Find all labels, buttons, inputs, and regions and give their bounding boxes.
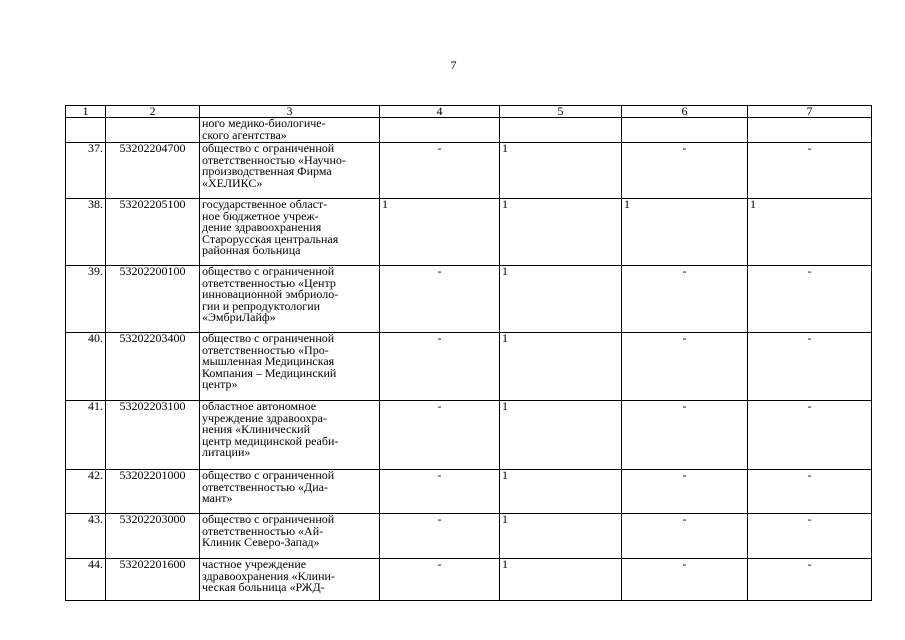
row-col-6: - bbox=[622, 143, 748, 199]
row-col-7: - bbox=[748, 401, 872, 470]
table-row bbox=[66, 333, 872, 401]
row-col-5: 1 bbox=[500, 401, 622, 470]
row-number: 38. bbox=[66, 199, 106, 266]
row-organization-name: общество с ограниченной ответственностью «Диа- мант» bbox=[200, 470, 380, 514]
row-col-5: 1 bbox=[500, 266, 622, 333]
continuation-cell-7 bbox=[748, 118, 872, 143]
column-header-3: 3 bbox=[200, 106, 380, 118]
row-code: 53202200100 bbox=[106, 266, 200, 333]
row-number: 43. bbox=[66, 514, 106, 559]
column-header-6: 6 bbox=[622, 106, 748, 118]
column-header-5: 5 bbox=[500, 106, 622, 118]
column-header-2: 2 bbox=[106, 106, 200, 118]
row-col-6: - bbox=[622, 470, 748, 514]
column-header-4: 4 bbox=[380, 106, 500, 118]
header-row bbox=[66, 106, 872, 118]
row-col-4: - bbox=[380, 333, 500, 401]
continuation-row bbox=[66, 118, 872, 143]
continuation-cell-4 bbox=[380, 118, 500, 143]
row-col-6: - bbox=[622, 559, 748, 601]
row-col-5: 1 bbox=[500, 143, 622, 199]
row-col-7: 1 bbox=[748, 199, 872, 266]
row-code: 53202203000 bbox=[106, 514, 200, 559]
table-row bbox=[66, 559, 872, 601]
continuation-num-cell bbox=[66, 118, 106, 143]
row-organization-name: общество с ограниченной ответственностью «Про- мышленная Медицинская Компания – Медицинский центр» bbox=[200, 333, 380, 401]
row-col-7: - bbox=[748, 143, 872, 199]
row-col-7: - bbox=[748, 514, 872, 559]
row-col-6: - bbox=[622, 266, 748, 333]
column-header-1: 1 bbox=[66, 106, 106, 118]
row-col-6: 1 bbox=[622, 199, 748, 266]
row-number: 40. bbox=[66, 333, 106, 401]
row-col-4: - bbox=[380, 401, 500, 470]
row-col-5: 1 bbox=[500, 333, 622, 401]
row-col-4: - bbox=[380, 266, 500, 333]
row-col-4: - bbox=[380, 143, 500, 199]
row-organization-name: общество с ограниченной ответственностью «Научно- производственная Фирма «ХЕЛИКС» bbox=[200, 143, 380, 199]
row-code: 53202201600 bbox=[106, 559, 200, 601]
table-row bbox=[66, 199, 872, 266]
row-code: 53202205100 bbox=[106, 199, 200, 266]
row-organization-name: областное автономное учреждение здравоохра- нения «Клинический центр медицинской реаби- литации» bbox=[200, 401, 380, 470]
row-col-7: - bbox=[748, 266, 872, 333]
table-row bbox=[66, 143, 872, 199]
row-col-4: - bbox=[380, 470, 500, 514]
row-col-4: - bbox=[380, 514, 500, 559]
row-code: 53202203400 bbox=[106, 333, 200, 401]
row-code: 53202204700 bbox=[106, 143, 200, 199]
row-col-5: 1 bbox=[500, 514, 622, 559]
row-col-7: - bbox=[748, 559, 872, 601]
row-number: 42. bbox=[66, 470, 106, 514]
row-number: 44. bbox=[66, 559, 106, 601]
row-number: 39. bbox=[66, 266, 106, 333]
continuation-code-cell bbox=[106, 118, 200, 143]
row-col-5: 1 bbox=[500, 470, 622, 514]
table-row bbox=[66, 401, 872, 470]
row-organization-name: частное учреждение здравоохранения «Клини- ческая больница «РЖД- bbox=[200, 559, 380, 601]
row-code: 53202203100 bbox=[106, 401, 200, 470]
row-col-5: 1 bbox=[500, 559, 622, 601]
table-row bbox=[66, 470, 872, 514]
row-organization-name: общество с ограниченной ответственностью «Центр инновационной эмбриоло- гии и репродуктологии «ЭмбриЛайф» bbox=[200, 266, 380, 333]
row-col-5: 1 bbox=[500, 199, 622, 266]
registry-table bbox=[65, 105, 872, 601]
row-organization-name: общество с ограниченной ответственностью «Ай- Клиник Северо-Запад» bbox=[200, 514, 380, 559]
row-col-6: - bbox=[622, 333, 748, 401]
row-col-7: - bbox=[748, 333, 872, 401]
row-col-4: 1 bbox=[380, 199, 500, 266]
continuation-cell-5 bbox=[500, 118, 622, 143]
row-number: 41. bbox=[66, 401, 106, 470]
row-col-6: - bbox=[622, 401, 748, 470]
row-organization-name: государственное област- ное бюджетное учреж- дение здравоохранения Старорусская центральная районная больница bbox=[200, 199, 380, 266]
row-col-6: - bbox=[622, 514, 748, 559]
continuation-name-cell: ного медико-биологиче- ского агентства» bbox=[200, 118, 380, 143]
table-row bbox=[66, 514, 872, 559]
row-col-4: - bbox=[380, 559, 500, 601]
page-number: 7 bbox=[450, 58, 457, 72]
row-number: 37. bbox=[66, 143, 106, 199]
row-code: 53202201000 bbox=[106, 470, 200, 514]
continuation-cell-6 bbox=[622, 118, 748, 143]
table-row bbox=[66, 266, 872, 333]
row-col-7: - bbox=[748, 470, 872, 514]
column-header-7: 7 bbox=[748, 106, 872, 118]
